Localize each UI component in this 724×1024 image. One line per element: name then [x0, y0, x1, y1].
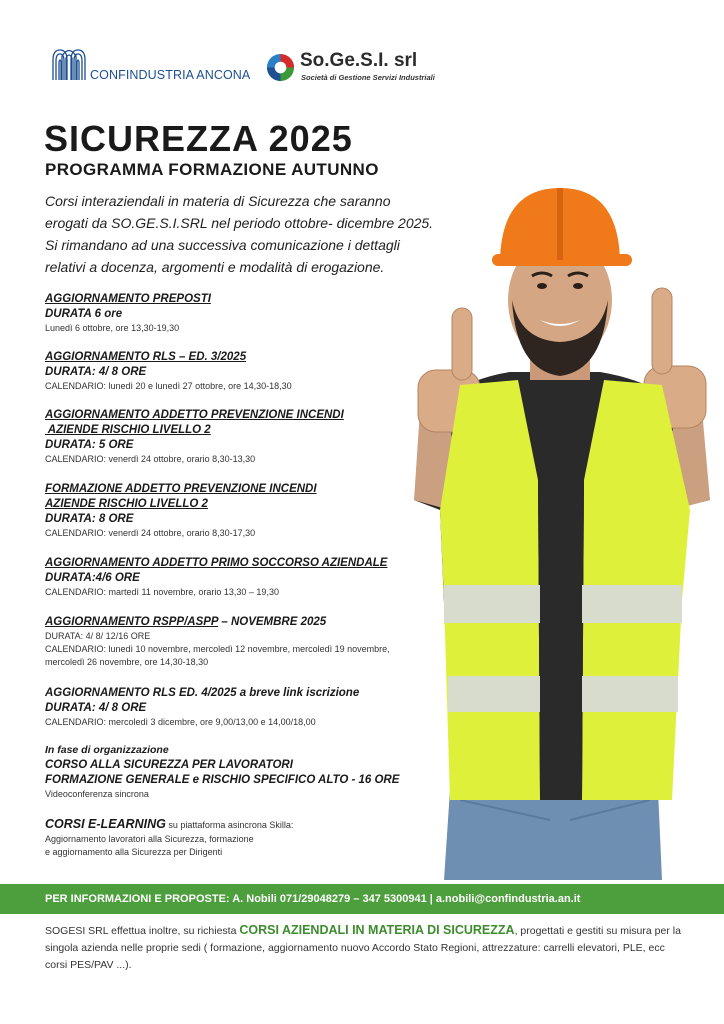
elearning-heading	[45, 816, 445, 833]
course-duration: DURATA: 4/ 8/ 12/16 ORE	[45, 631, 151, 641]
organizing-course-line: CORSO ALLA SICUREZZA PER LAVORATORI	[45, 759, 293, 771]
course-item	[45, 408, 445, 466]
organizing-course-line: FORMAZIONE GENERALE e RISCHIO SPECIFICO ALTO - 16 ORE	[45, 774, 400, 786]
course-duration: DURATA: 5 ORE	[45, 439, 134, 451]
elearning-line: e aggiornamento alla Sicurezza per Dirigenti	[45, 847, 223, 857]
course-title: AGGIORNAMENTO RLS ED. 4/2025 a breve link iscrizione	[45, 687, 360, 699]
worker-illustration	[400, 180, 724, 880]
course-title: AGGIORNAMENTO ADDETTO PRIMO SOCCORSO AZIENDALE	[45, 557, 388, 569]
course-item	[45, 482, 445, 540]
course-item	[45, 292, 445, 335]
course-calendar: CALENDARIO: lunedì 20 e lunedì 27 ottobre, ore 14,30-18,30	[45, 381, 292, 391]
course-duration: DURATA: 4/ 8 ORE	[45, 702, 147, 714]
contact-info-text: PER INFORMAZIONI E PROPOSTE: A. Nobili 071/29048279 – 347 5300941 | a.nobili@confindustria.an.it	[45, 893, 581, 905]
sogesi-subtitle: Società di Gestione Servizi Industriali	[301, 73, 435, 82]
course-calendar: CALENDARIO: venerdì 24 ottobre, orario 8,30-13,30	[45, 454, 256, 464]
intro-line: Si rimandano ad una successiva comunicazione i dettagli	[45, 237, 400, 253]
course-title-suffix: – NOVEMBRE 2025	[218, 616, 327, 628]
sogesi-logo-icon	[265, 52, 296, 83]
course-item	[45, 350, 445, 393]
course-title-main: AGGIORNAMENTO RSPP/ASPP	[45, 616, 219, 628]
sogesi-logo	[265, 50, 435, 86]
elearning-section	[45, 816, 445, 859]
intro-line: Corsi interaziendali in materia di Sicurezza che saranno	[45, 193, 391, 209]
course-calendar-line2: mercoledì 26 novembre, ore 14,30-18,30	[45, 657, 209, 667]
course-title: AGGIORNAMENTO ADDETTO PREVENZIONE INCENDI	[45, 409, 344, 421]
organizing-label: In fase di organizzazione	[45, 744, 169, 756]
footer-text	[45, 922, 685, 974]
course-calendar: CALENDARIO: lunedì 10 novembre, mercoledì 12 novembre, mercoledì 19 novembre,	[45, 644, 390, 654]
footer-highlight: CORSI AZIENDALI IN MATERIA DI SICUREZZA	[239, 923, 515, 937]
organizing-section	[45, 743, 445, 801]
course-duration: DURATA 6 ore	[45, 308, 123, 320]
course-title	[45, 615, 445, 630]
intro-line: relativi a docenza, argomenti e modalità di erogazione.	[45, 259, 385, 275]
course-duration: DURATA:4/6 ORE	[45, 572, 140, 584]
course-calendar: CALENDARIO: venerdì 24 ottobre, orario 8,30-17,30	[45, 528, 256, 538]
footer-after: , progettati e gestiti su misura per la singola azienda nelle proprie sedi ( formazione, aggiornamento nuovo Accordo Stato Regioni, attrezzature: carrelli elevatori, PLE, ecc corsi PES/PAV ...).	[45, 925, 681, 971]
confindustria-emblem-icon	[50, 46, 88, 82]
organizing-note: Videoconferenza sincrona	[45, 789, 149, 799]
course-title: AGGIORNAMENTO PREPOSTI	[45, 293, 211, 305]
course-title: FORMAZIONE ADDETTO PREVENZIONE INCENDI	[45, 483, 317, 495]
course-duration: DURATA: 8 ORE	[45, 513, 134, 525]
contact-info-bar	[0, 884, 724, 914]
footer-before: SOGESI SRL effettua inoltre, su richiesta	[45, 925, 240, 937]
course-item	[45, 686, 445, 729]
course-calendar: CALENDARIO: martedì 11 novembre, orario 13,30 – 19,30	[45, 587, 279, 597]
course-title: AGGIORNAMENTO RLS – ED. 3/2025	[45, 351, 247, 363]
confindustria-name: CONFINDUSTRIA ANCONA	[90, 68, 251, 82]
course-item	[45, 615, 445, 669]
page-title: SICUREZZA 2025	[44, 118, 353, 159]
confindustria-logo	[50, 46, 250, 86]
course-title-line2: AZIENDE RISCHIO LIVELLO 2	[45, 498, 208, 510]
course-item	[45, 556, 445, 599]
sogesi-name: So.Ge.S.I. srl	[300, 50, 418, 71]
course-duration: DURATA: 4/ 8 ORE	[45, 366, 147, 378]
elearning-platform: su piattaforma asincrona Skilla:	[165, 820, 294, 830]
course-calendar: CALENDARIO: mercoledì 3 dicembre, ore 9,00/13,00 e 14,00/18,00	[45, 717, 316, 727]
course-title-line2: AZIENDE RISCHIO LIVELLO 2	[45, 424, 211, 436]
intro-line: erogati da SO.GE.S.I.SRL nel periodo ottobre- dicembre 2025.	[45, 215, 434, 231]
elearning-title: CORSI E-LEARNING	[45, 817, 166, 831]
course-calendar: Lunedì 6 ottobre, ore 13,30-19,30	[45, 323, 180, 333]
page-subtitle: PROGRAMMA FORMAZIONE AUTUNNO	[45, 160, 379, 179]
elearning-line: Aggiornamento lavoratori alla Sicurezza, formazione	[45, 834, 254, 844]
